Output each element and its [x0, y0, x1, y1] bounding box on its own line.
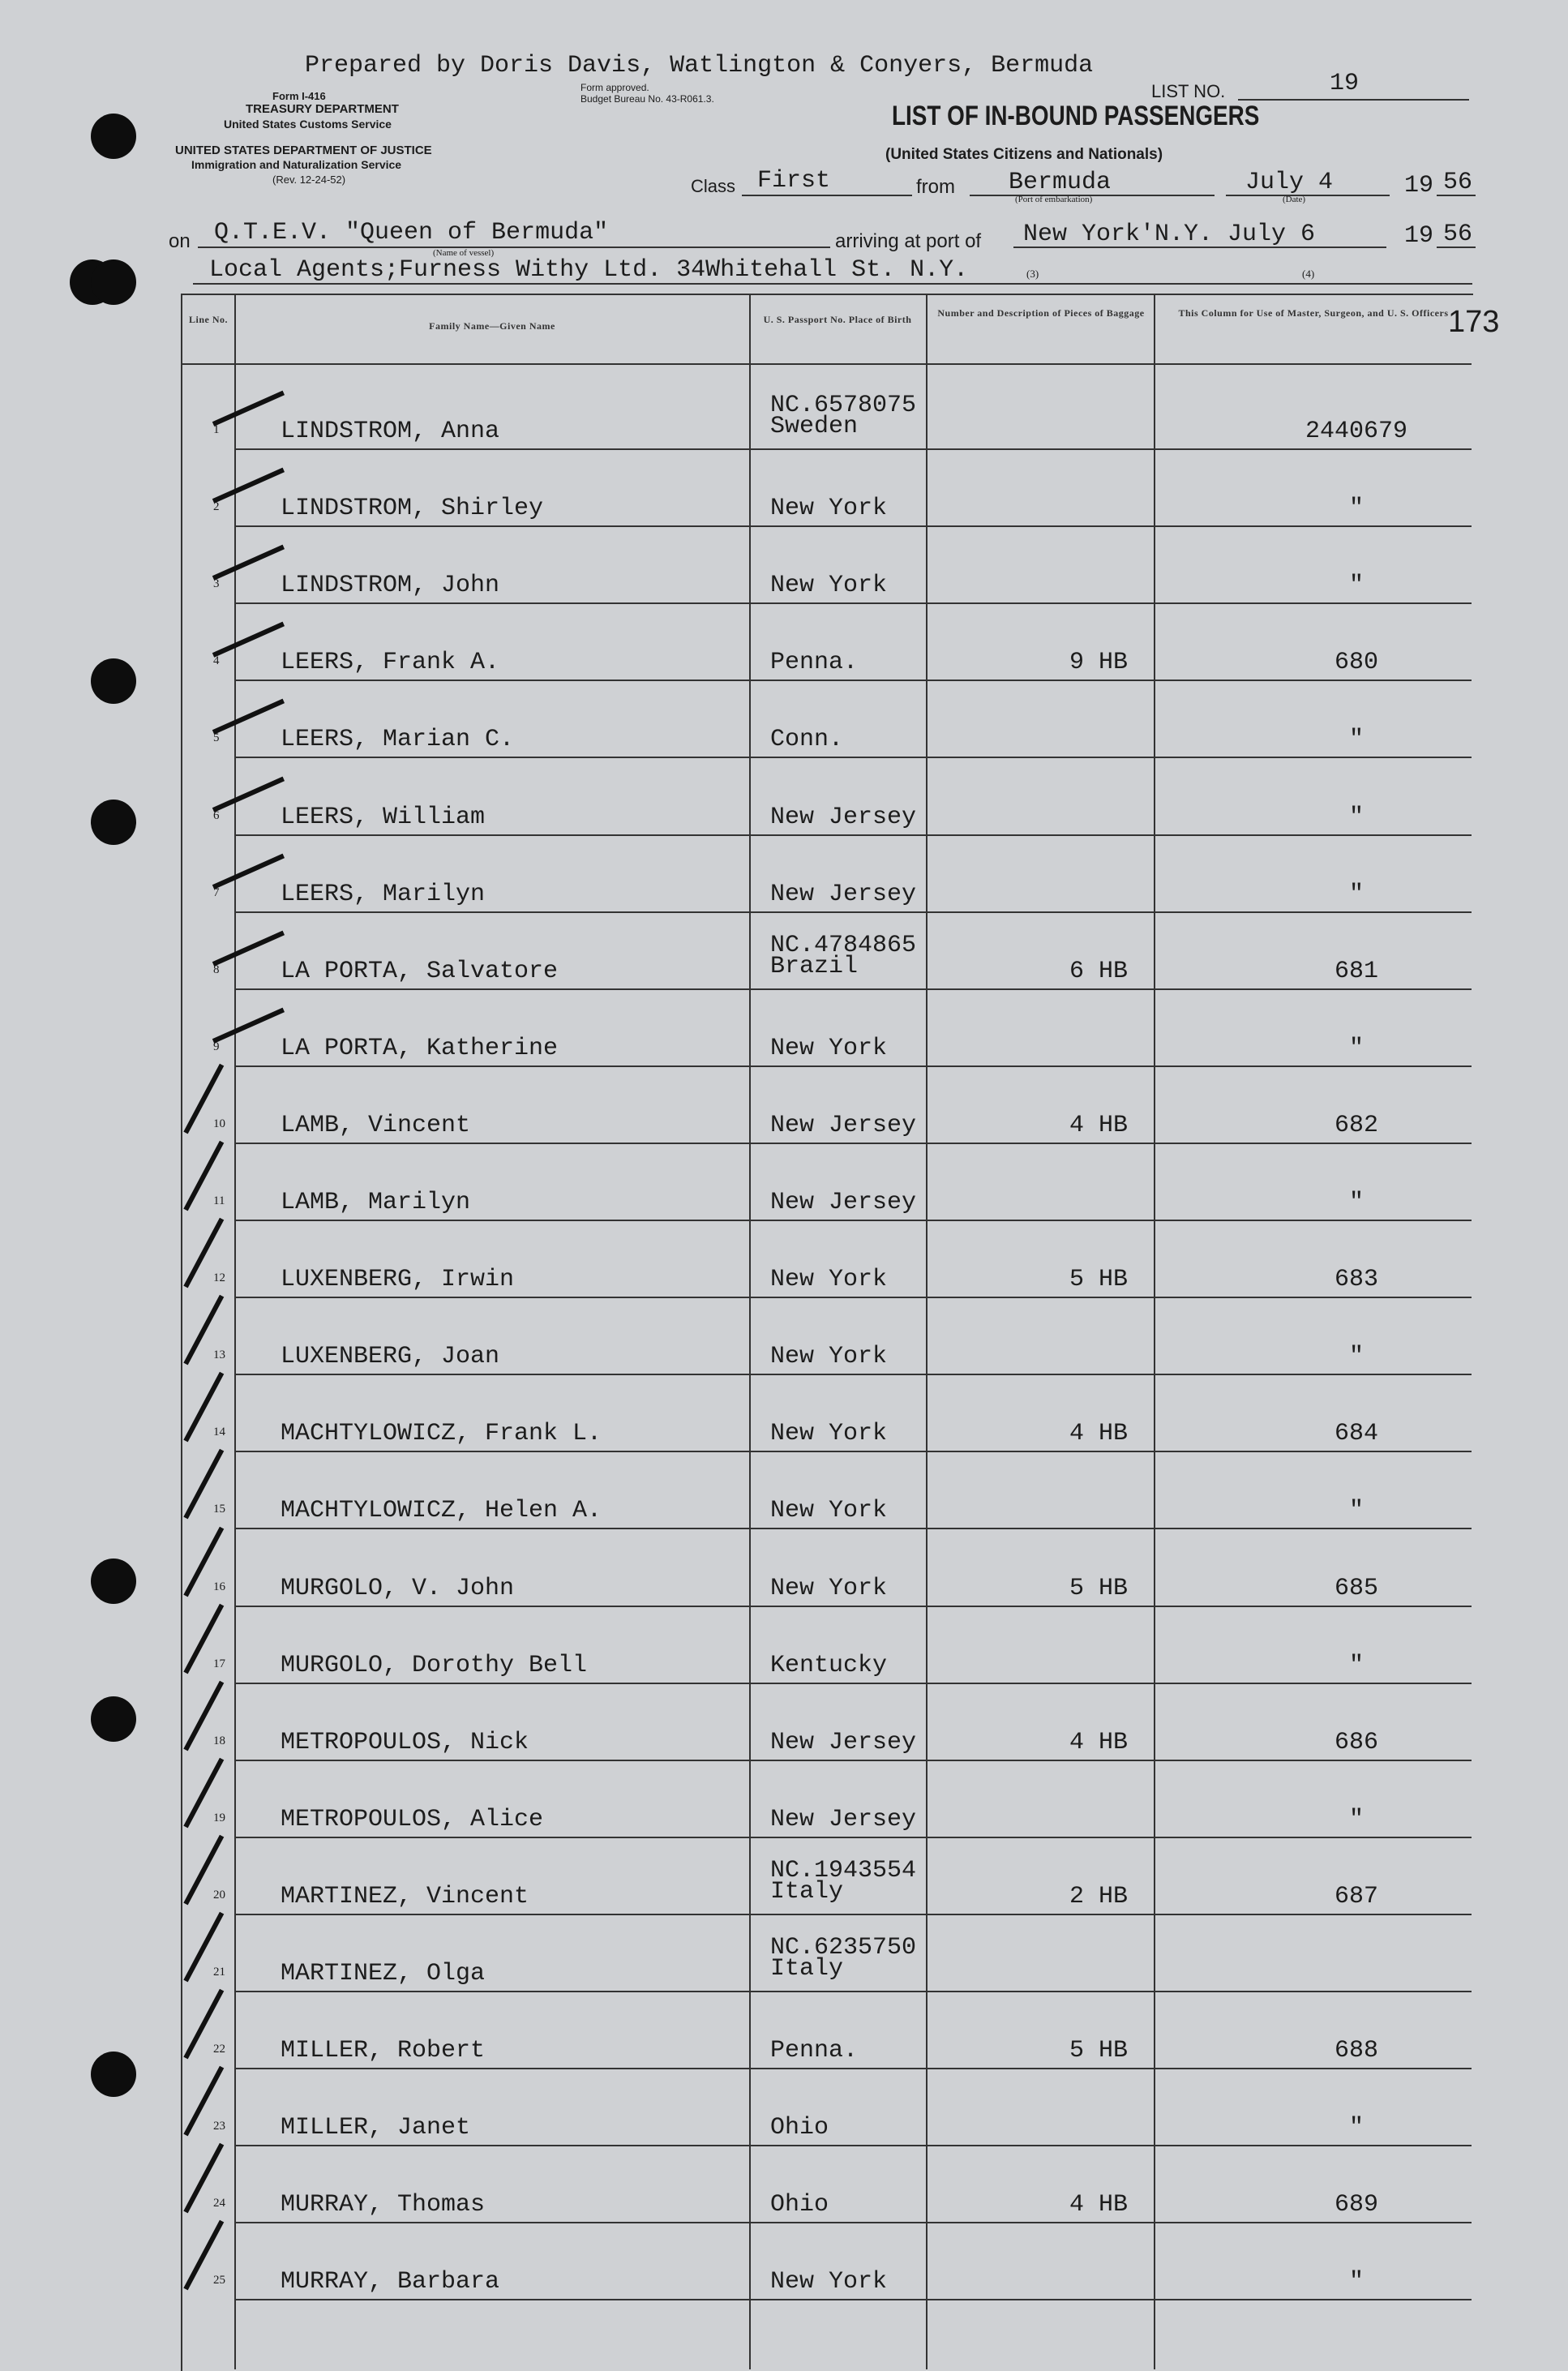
form-number: Form I-416 — [272, 90, 326, 102]
table-row — [181, 1761, 1472, 1838]
year-value: 56 — [1443, 169, 1473, 196]
col-header-name: Family Name—Given Name — [429, 320, 555, 332]
table-row — [181, 450, 1472, 527]
table-row — [181, 1530, 1472, 1607]
check-mark-icon — [212, 622, 285, 658]
date-caption: (Date) — [1283, 195, 1306, 204]
justice-department: UNITED STATES DEPARTMENT OF JUSTICE — [175, 144, 432, 157]
form-approved: Form approved. — [581, 82, 649, 93]
punch-hole — [91, 259, 136, 305]
table-row — [181, 990, 1472, 1067]
line-number: 8 — [213, 963, 220, 976]
line-number: 23 — [213, 2120, 225, 2133]
official-use: 685 — [1334, 1574, 1378, 1602]
birth-place: Conn. — [770, 726, 844, 754]
page-number: 173 — [1448, 305, 1500, 339]
birth-place: New York — [770, 1266, 888, 1294]
official-use: " — [1348, 1805, 1364, 1833]
customs-service: United States Customs Service — [224, 118, 392, 131]
table-row — [181, 1452, 1472, 1529]
birth-place: Sweden — [770, 413, 859, 440]
table-row — [181, 1298, 1472, 1375]
official-use: 680 — [1334, 649, 1378, 677]
birth-place: Italy — [770, 1877, 844, 1906]
vessel-name: Q.T.E.V. "Queen of Bermuda" — [214, 219, 609, 247]
birth-place: Brazil — [770, 952, 859, 980]
local-agents: Local Agents;Furness Withy Ltd. 34Whitehall St. N.Y. — [209, 256, 969, 284]
year-underline — [1437, 195, 1476, 196]
table-row — [181, 2069, 1472, 2146]
birth-place: New York — [770, 495, 888, 523]
punch-hole — [91, 800, 136, 845]
birth-place: Kentucky — [770, 1651, 888, 1679]
arriving-label: arriving at port of — [835, 230, 982, 252]
table-row — [181, 527, 1472, 604]
passenger-name: LINDSTROM, Anna — [281, 418, 500, 445]
line-number: 7 — [213, 885, 220, 899]
birth-place: New Jersey — [770, 1111, 917, 1139]
passenger-name: METROPOULOS, Alice — [281, 1805, 544, 1833]
birth-place: New York — [770, 1574, 888, 1602]
birth-place: New York — [770, 2268, 888, 2296]
table-row — [181, 1838, 1472, 1915]
official-use: 681 — [1334, 957, 1378, 985]
table-row — [181, 1221, 1472, 1298]
birth-place: New Jersey — [770, 1189, 917, 1216]
line-number: 13 — [213, 1348, 225, 1362]
table-row — [181, 604, 1472, 681]
arrival-year: 56 — [1443, 221, 1473, 248]
arrival-year-underline — [1437, 247, 1476, 248]
line-number: 2 — [213, 500, 220, 514]
passenger-name: LEERS, Frank A. — [281, 649, 500, 677]
baggage: 4 HB — [1069, 1420, 1128, 1448]
list-subtitle: (United States Citizens and Nationals) — [885, 146, 1163, 163]
class-label: Class — [691, 176, 736, 196]
line-number: 21 — [213, 1966, 225, 1979]
birth-place: New York — [770, 1420, 888, 1448]
birth-place: New Jersey — [770, 1805, 917, 1833]
birth-place: New Jersey — [770, 803, 917, 831]
passenger-name: LUXENBERG, Irwin — [281, 1266, 515, 1294]
passport-number: NC.4784865 — [770, 931, 917, 959]
punch-hole — [91, 658, 136, 704]
table-row — [181, 836, 1472, 913]
check-mark-icon — [212, 545, 285, 581]
passenger-name: MARTINEZ, Olga — [281, 1960, 486, 1987]
passenger-name: LA PORTA, Salvatore — [281, 957, 559, 985]
birth-place: New Jersey — [770, 880, 917, 908]
table-row — [181, 2223, 1472, 2300]
baggage: 5 HB — [1069, 1266, 1128, 1294]
agents-underline — [193, 283, 1472, 285]
line-number: 14 — [213, 1426, 225, 1439]
check-mark-icon — [212, 930, 285, 966]
baggage: 2 HB — [1069, 1882, 1128, 1910]
on-label: on — [169, 230, 191, 252]
passenger-name: LEERS, Marilyn — [281, 880, 486, 908]
table-row — [181, 1067, 1472, 1144]
check-mark-icon — [212, 853, 285, 889]
class-value: First — [757, 167, 831, 195]
passenger-name: MACHTYLOWICZ, Frank L. — [281, 1420, 602, 1448]
official-use: " — [1348, 495, 1364, 523]
official-use: " — [1348, 2114, 1364, 2142]
list-number: 19 — [1330, 70, 1360, 97]
official-use: 2440679 — [1305, 418, 1408, 445]
table-row — [181, 1607, 1472, 1684]
check-mark-icon — [212, 776, 285, 812]
passenger-name: MURRAY, Thomas — [281, 2191, 486, 2219]
birth-place: Ohio — [770, 2191, 829, 2219]
passenger-name: LEERS, William — [281, 803, 486, 831]
line-number: 11 — [213, 1194, 225, 1207]
check-mark-icon — [212, 699, 285, 735]
table-row — [181, 1684, 1472, 1761]
passenger-name: LINDSTROM, John — [281, 572, 500, 600]
passenger-name: LA PORTA, Katherine — [281, 1034, 559, 1062]
baggage: 5 HB — [1069, 2037, 1128, 2065]
col-header-line-no: Line No. — [188, 314, 228, 325]
birth-place: New Jersey — [770, 1728, 917, 1756]
passenger-name: MURGOLO, Dorothy Bell — [281, 1651, 588, 1679]
passenger-name: LAMB, Marilyn — [281, 1189, 471, 1216]
check-mark-icon — [212, 1007, 285, 1043]
passenger-name: MARTINEZ, Vincent — [281, 1882, 529, 1910]
baggage: 4 HB — [1069, 2191, 1128, 2219]
class-underline — [742, 195, 912, 196]
form-revision: (Rev. 12-24-52) — [272, 174, 346, 186]
line-number: 10 — [213, 1117, 225, 1130]
immigration-service: Immigration and Naturalization Service — [191, 158, 402, 171]
line-number: 22 — [213, 2043, 225, 2056]
birth-place: Penna. — [770, 649, 859, 677]
official-use: 688 — [1334, 2037, 1378, 2065]
line-number: 18 — [213, 1734, 225, 1747]
official-use: 682 — [1334, 1111, 1378, 1139]
official-use: " — [1348, 803, 1364, 831]
list-title: LIST OF IN-BOUND PASSENGERS — [892, 101, 1260, 131]
passenger-name: MILLER, Janet — [281, 2114, 471, 2142]
official-use: " — [1348, 1651, 1364, 1679]
punch-hole — [91, 114, 136, 159]
budget-bureau: Budget Bureau No. 43-R061.3. — [581, 93, 714, 105]
baggage: 5 HB — [1069, 1574, 1128, 1602]
row-divider — [234, 2299, 1472, 2300]
table-row — [181, 1915, 1472, 1992]
birth-place: New York — [770, 1497, 888, 1525]
baggage: 4 HB — [1069, 1728, 1128, 1756]
line-number: 17 — [213, 1657, 225, 1670]
passport-number: NC.6235750 — [770, 1934, 917, 1962]
punch-hole — [91, 1559, 136, 1604]
arrival-underline — [1013, 247, 1386, 248]
header-divider — [181, 363, 1472, 365]
official-use: 689 — [1334, 2191, 1378, 2219]
mark-4: (4) — [1302, 268, 1315, 280]
birth-place: New York — [770, 1034, 888, 1062]
punch-hole — [91, 1696, 136, 1742]
list-number-label: LIST NO. — [1151, 81, 1226, 101]
treasury-department: TREASURY DEPARTMENT — [246, 102, 399, 116]
birth-place: New York — [770, 572, 888, 600]
arrival-port: New York'N.Y. July 6 — [1023, 221, 1316, 248]
line-number: 15 — [213, 1503, 225, 1516]
baggage: 6 HB — [1069, 957, 1128, 985]
official-use: " — [1348, 2268, 1364, 2296]
passenger-name: MACHTYLOWICZ, Helen A. — [281, 1497, 602, 1525]
line-number: 6 — [213, 808, 220, 822]
passenger-name: MURGOLO, V. John — [281, 1574, 515, 1602]
line-number: 24 — [213, 2197, 225, 2210]
vessel-underline — [198, 247, 830, 248]
passport-number: NC.1943554 — [770, 1856, 917, 1884]
line-number: 20 — [213, 1888, 225, 1902]
official-use: 686 — [1334, 1728, 1378, 1756]
official-use: " — [1348, 1343, 1364, 1371]
birth-place: Italy — [770, 1955, 844, 1983]
from-label: from — [916, 176, 955, 198]
punch-hole — [91, 2052, 136, 2097]
table-row — [181, 1375, 1472, 1452]
table-row — [181, 373, 1472, 450]
col-header-passport: U. S. Passport No. Place of Birth — [763, 314, 912, 325]
line-number: 16 — [213, 1580, 225, 1593]
line-number: 1 — [213, 423, 220, 436]
official-use: 687 — [1334, 1882, 1378, 1910]
table-row — [181, 1144, 1472, 1221]
official-use: " — [1348, 1034, 1364, 1062]
official-use: " — [1348, 572, 1364, 600]
line-number: 5 — [213, 731, 220, 745]
birth-place: New York — [770, 1343, 888, 1371]
table-row — [181, 759, 1472, 836]
port-caption: (Port of embarkation) — [1015, 195, 1093, 204]
passenger-name: LEERS, Marian C. — [281, 726, 515, 754]
baggage: 9 HB — [1069, 649, 1128, 677]
line-number: 3 — [213, 577, 220, 591]
official-use: 684 — [1334, 1420, 1378, 1448]
official-use: 683 — [1334, 1266, 1378, 1294]
passport-number: NC.6578075 — [770, 392, 917, 419]
line-number: 12 — [213, 1271, 225, 1285]
birth-place: Ohio — [770, 2114, 829, 2142]
line-number: 25 — [213, 2274, 225, 2287]
year-prefix: 19 — [1404, 172, 1434, 199]
col-header-officials: This Column for Use of Master, Surgeon, and U. S. Officers — [1178, 307, 1449, 319]
baggage: 4 HB — [1069, 1111, 1128, 1139]
table-row — [181, 913, 1472, 990]
official-use: " — [1348, 726, 1364, 754]
birth-place: Penna. — [770, 2037, 859, 2065]
official-use: " — [1348, 1497, 1364, 1525]
official-use: " — [1348, 880, 1364, 908]
passenger-name: LUXENBERG, Joan — [281, 1343, 500, 1371]
arrival-year-prefix: 19 — [1404, 222, 1434, 250]
date-value: July 4 — [1245, 169, 1334, 196]
vessel-caption: (Name of vessel) — [433, 248, 495, 258]
line-number: 19 — [213, 1811, 225, 1824]
check-mark-icon — [212, 391, 285, 427]
passenger-name: METROPOULOS, Nick — [281, 1728, 529, 1756]
official-use: " — [1348, 1189, 1364, 1216]
mark-3: (3) — [1026, 268, 1039, 280]
check-mark-icon — [212, 468, 285, 504]
table-row — [181, 681, 1472, 758]
list-number-underline — [1238, 99, 1469, 101]
line-number: 9 — [213, 1040, 220, 1053]
date-underline — [1226, 195, 1390, 196]
line-number: 4 — [213, 654, 220, 668]
table-row — [181, 1992, 1472, 2069]
prepared-by: Prepared by Doris Davis, Watlington & Conyers, Bermuda — [305, 52, 1094, 79]
passenger-name: LINDSTROM, Shirley — [281, 495, 544, 523]
passenger-name: MILLER, Robert — [281, 2037, 486, 2065]
passenger-name: LAMB, Vincent — [281, 1111, 471, 1139]
passenger-name: MURRAY, Barbara — [281, 2268, 500, 2296]
table-row — [181, 2146, 1472, 2223]
from-value: Bermuda — [1009, 169, 1112, 196]
col-header-baggage: Number and Description of Pieces of Baggage — [937, 307, 1145, 319]
